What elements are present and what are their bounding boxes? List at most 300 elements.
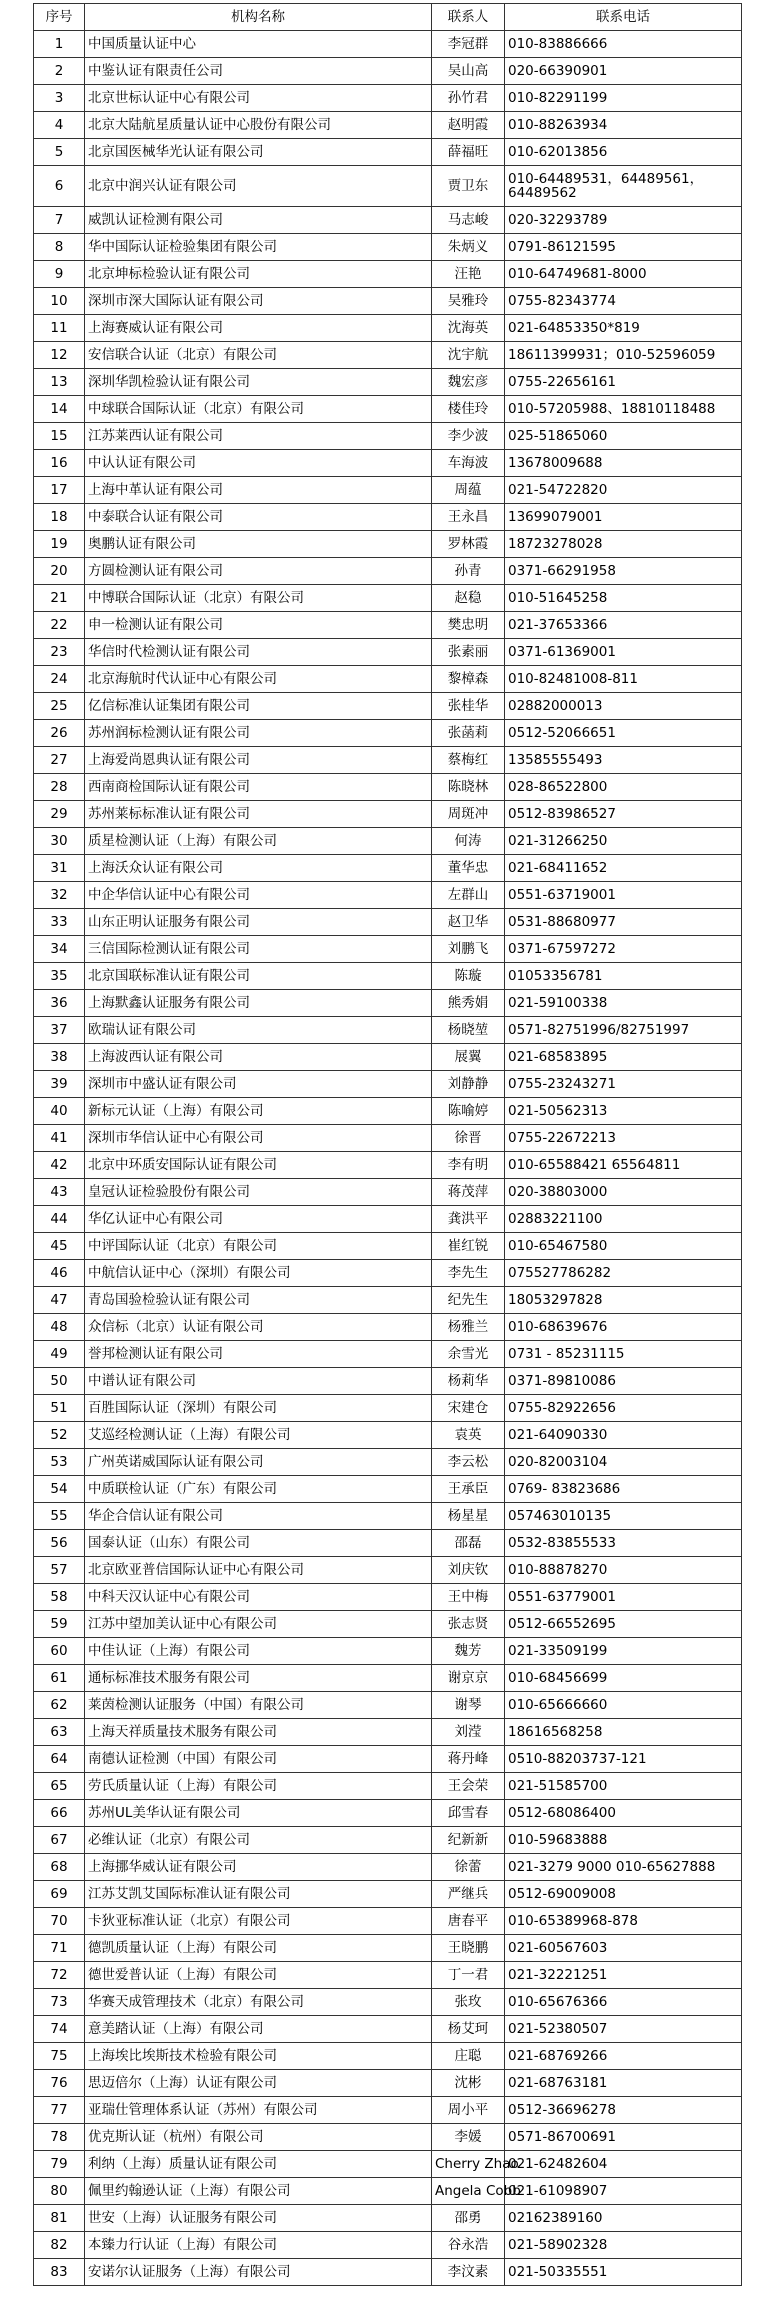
row-number: 9 bbox=[34, 261, 85, 288]
table-row bbox=[34, 1638, 742, 1665]
table-row bbox=[34, 288, 742, 315]
contact-phone: 0769- 83823686 bbox=[505, 1476, 742, 1503]
organization-name: 北京国联标准认证有限公司 bbox=[85, 963, 432, 990]
contact-phone: 010-65666660 bbox=[505, 1692, 742, 1719]
table-row bbox=[34, 1962, 742, 1989]
row-number: 8 bbox=[34, 234, 85, 261]
table-row bbox=[34, 2205, 742, 2232]
contact-phone: 021-68583895 bbox=[505, 1044, 742, 1071]
table-row bbox=[34, 909, 742, 936]
table-row bbox=[34, 1017, 742, 1044]
contact-person: 杨雅兰 bbox=[432, 1314, 505, 1341]
row-number: 23 bbox=[34, 639, 85, 666]
contact-phone: 0755-82343774 bbox=[505, 288, 742, 315]
table-row bbox=[34, 720, 742, 747]
organization-name: 众信标（北京）认证有限公司 bbox=[85, 1314, 432, 1341]
contact-phone: 021-62482604 bbox=[505, 2151, 742, 2178]
contact-person: 王承臣 bbox=[432, 1476, 505, 1503]
table-row bbox=[34, 1233, 742, 1260]
contact-phone: 0512-52066651 bbox=[505, 720, 742, 747]
row-number: 26 bbox=[34, 720, 85, 747]
table-row bbox=[34, 1152, 742, 1179]
contact-phone: 021-37653366 bbox=[505, 612, 742, 639]
table-row bbox=[34, 963, 742, 990]
organization-name: 中认认证有限公司 bbox=[85, 450, 432, 477]
row-number: 72 bbox=[34, 1962, 85, 1989]
organization-name: 北京中润兴认证有限公司 bbox=[85, 166, 432, 207]
organization-name: 中国质量认证中心 bbox=[85, 31, 432, 58]
contact-person: 王永昌 bbox=[432, 504, 505, 531]
organization-name: 申一检测认证有限公司 bbox=[85, 612, 432, 639]
contact-phone: 0512-83986527 bbox=[505, 801, 742, 828]
contact-person: 薛福旺 bbox=[432, 139, 505, 166]
contact-person: 徐蕾 bbox=[432, 1854, 505, 1881]
organization-name: 西南商检国际认证有限公司 bbox=[85, 774, 432, 801]
contact-phone: 057463010135 bbox=[505, 1503, 742, 1530]
organization-name: 北京海航时代认证中心有限公司 bbox=[85, 666, 432, 693]
organization-name: 新标元认证（上海）有限公司 bbox=[85, 1098, 432, 1125]
row-number: 27 bbox=[34, 747, 85, 774]
contact-phone: 0371-61369001 bbox=[505, 639, 742, 666]
contact-phone: 021-64090330 bbox=[505, 1422, 742, 1449]
row-number: 40 bbox=[34, 1098, 85, 1125]
row-number: 39 bbox=[34, 1071, 85, 1098]
table-row bbox=[34, 2043, 742, 2070]
contact-phone: 0531-88680977 bbox=[505, 909, 742, 936]
row-number: 22 bbox=[34, 612, 85, 639]
table-row bbox=[34, 1260, 742, 1287]
row-number: 10 bbox=[34, 288, 85, 315]
contact-phone: 0551-63779001 bbox=[505, 1584, 742, 1611]
contact-person: 董华忠 bbox=[432, 855, 505, 882]
table-row bbox=[34, 2124, 742, 2151]
contact-phone: 020-66390901 bbox=[505, 58, 742, 85]
contact-phone: 010-82481008-811 bbox=[505, 666, 742, 693]
contact-phone: 021-59100338 bbox=[505, 990, 742, 1017]
table-row bbox=[34, 801, 742, 828]
table-row bbox=[34, 693, 742, 720]
organization-name: 深圳华凯检验认证有限公司 bbox=[85, 369, 432, 396]
contact-phone: 18053297828 bbox=[505, 1287, 742, 1314]
contact-phone: 0371-67597272 bbox=[505, 936, 742, 963]
contact-person: 庄聪 bbox=[432, 2043, 505, 2070]
row-number: 44 bbox=[34, 1206, 85, 1233]
contact-person: 周小平 bbox=[432, 2097, 505, 2124]
table-row bbox=[34, 639, 742, 666]
row-number: 56 bbox=[34, 1530, 85, 1557]
row-number: 7 bbox=[34, 207, 85, 234]
row-number: 81 bbox=[34, 2205, 85, 2232]
organization-name: 莱茵检测认证服务（中国）有限公司 bbox=[85, 1692, 432, 1719]
contact-person: 余雪光 bbox=[432, 1341, 505, 1368]
contact-phone: 18616568258 bbox=[505, 1719, 742, 1746]
table-row bbox=[34, 112, 742, 139]
contact-phone: 0755-22672213 bbox=[505, 1125, 742, 1152]
table-row bbox=[34, 1179, 742, 1206]
row-number: 1 bbox=[34, 31, 85, 58]
row-number: 29 bbox=[34, 801, 85, 828]
contact-person: 谢京京 bbox=[432, 1665, 505, 1692]
row-number: 53 bbox=[34, 1449, 85, 1476]
row-number: 33 bbox=[34, 909, 85, 936]
row-number: 28 bbox=[34, 774, 85, 801]
contact-person: 黎樟森 bbox=[432, 666, 505, 693]
contact-phone: 021-58902328 bbox=[505, 2232, 742, 2259]
organization-name: 南德认证检测（中国）有限公司 bbox=[85, 1746, 432, 1773]
row-number: 36 bbox=[34, 990, 85, 1017]
row-number: 35 bbox=[34, 963, 85, 990]
row-number: 75 bbox=[34, 2043, 85, 2070]
contact-phone: 028-86522800 bbox=[505, 774, 742, 801]
organization-name: 思迈倍尔（上海）认证有限公司 bbox=[85, 2070, 432, 2097]
organization-name: 中企华信认证中心有限公司 bbox=[85, 882, 432, 909]
contact-person: 陈璇 bbox=[432, 963, 505, 990]
organization-name: 本臻力行认证（上海）有限公司 bbox=[85, 2232, 432, 2259]
header-organization: 机构名称 bbox=[85, 4, 432, 31]
contact-person: 丁一君 bbox=[432, 1962, 505, 1989]
row-number: 38 bbox=[34, 1044, 85, 1071]
row-number: 3 bbox=[34, 85, 85, 112]
table-row bbox=[34, 990, 742, 1017]
contact-person: 杨晓堃 bbox=[432, 1017, 505, 1044]
organization-name: 德世爱普认证（上海）有限公司 bbox=[85, 1962, 432, 1989]
organization-name: 青岛国验检验认证有限公司 bbox=[85, 1287, 432, 1314]
table-row bbox=[34, 1935, 742, 1962]
organization-name: 中航信认证中心（深圳）有限公司 bbox=[85, 1260, 432, 1287]
contact-person: 王中梅 bbox=[432, 1584, 505, 1611]
contact-phone: 021-50562313 bbox=[505, 1098, 742, 1125]
row-number: 54 bbox=[34, 1476, 85, 1503]
organization-name: 卡狄亚标准认证（北京）有限公司 bbox=[85, 1908, 432, 1935]
row-number: 45 bbox=[34, 1233, 85, 1260]
organization-name: 必维认证（北京）有限公司 bbox=[85, 1827, 432, 1854]
contact-phone: 010-64489531，64489561，64489562 bbox=[505, 166, 742, 207]
contact-phone: 0571-82751996/82751997 bbox=[505, 1017, 742, 1044]
organization-name: 威凯认证检测有限公司 bbox=[85, 207, 432, 234]
contact-phone: 0532-83855533 bbox=[505, 1530, 742, 1557]
contact-person: 蒋茂萍 bbox=[432, 1179, 505, 1206]
organization-name: 中质联检认证（广东）有限公司 bbox=[85, 1476, 432, 1503]
table-row bbox=[34, 936, 742, 963]
table-row bbox=[34, 1692, 742, 1719]
organization-name: 华亿认证中心有限公司 bbox=[85, 1206, 432, 1233]
table-row bbox=[34, 58, 742, 85]
table-row bbox=[34, 2016, 742, 2043]
table-row bbox=[34, 1071, 742, 1098]
table-row bbox=[34, 1908, 742, 1935]
contact-person: 崔红锐 bbox=[432, 1233, 505, 1260]
header-contact-person: 联系人 bbox=[432, 4, 505, 31]
contact-phone: 02162389160 bbox=[505, 2205, 742, 2232]
contact-person: 周斑冲 bbox=[432, 801, 505, 828]
row-number: 63 bbox=[34, 1719, 85, 1746]
contact-person: 宋建仓 bbox=[432, 1395, 505, 1422]
contact-person: 魏宏彦 bbox=[432, 369, 505, 396]
table-row bbox=[34, 882, 742, 909]
contact-person: 唐春平 bbox=[432, 1908, 505, 1935]
table-row bbox=[34, 2178, 742, 2205]
contact-person: 汪艳 bbox=[432, 261, 505, 288]
row-number: 2 bbox=[34, 58, 85, 85]
contact-phone: 021-32221251 bbox=[505, 1962, 742, 1989]
organization-name: 中评国际认证（北京）有限公司 bbox=[85, 1233, 432, 1260]
row-number: 76 bbox=[34, 2070, 85, 2097]
organization-name: 中鉴认证有限责任公司 bbox=[85, 58, 432, 85]
table-row bbox=[34, 1287, 742, 1314]
contact-person: 孙青 bbox=[432, 558, 505, 585]
contact-phone: 021-31266250 bbox=[505, 828, 742, 855]
table-row bbox=[34, 1044, 742, 1071]
contact-phone: 020-38803000 bbox=[505, 1179, 742, 1206]
contact-person: 刘静静 bbox=[432, 1071, 505, 1098]
organization-name: 北京世标认证中心有限公司 bbox=[85, 85, 432, 112]
organization-name: 艾巡经检测认证（上海）有限公司 bbox=[85, 1422, 432, 1449]
contact-phone: 02882000013 bbox=[505, 693, 742, 720]
contact-phone: 010-68456699 bbox=[505, 1665, 742, 1692]
contact-phone: 020-32293789 bbox=[505, 207, 742, 234]
organization-name: 上海天祥质量技术服务有限公司 bbox=[85, 1719, 432, 1746]
contact-phone: 010-68639676 bbox=[505, 1314, 742, 1341]
contact-phone: 18611399931；010-52596059 bbox=[505, 342, 742, 369]
organization-name: 皇冠认证检验股份有限公司 bbox=[85, 1179, 432, 1206]
contact-person: 谷永浩 bbox=[432, 2232, 505, 2259]
organization-name: 中谱认证有限公司 bbox=[85, 1368, 432, 1395]
contact-person: 纪先生 bbox=[432, 1287, 505, 1314]
contact-person: 朱炳义 bbox=[432, 234, 505, 261]
organization-name: 德凯质量认证（上海）有限公司 bbox=[85, 1935, 432, 1962]
contact-person: 王会荣 bbox=[432, 1773, 505, 1800]
row-number: 79 bbox=[34, 2151, 85, 2178]
contact-phone: 021-61098907 bbox=[505, 2178, 742, 2205]
table-row bbox=[34, 531, 742, 558]
contact-phone: 0755-82922656 bbox=[505, 1395, 742, 1422]
contact-person: Cherry Zhao bbox=[432, 2151, 505, 2178]
organization-name: 山东正明认证服务有限公司 bbox=[85, 909, 432, 936]
row-number: 15 bbox=[34, 423, 85, 450]
contact-person: 刘庆钦 bbox=[432, 1557, 505, 1584]
organization-name: 通标标准技术服务有限公司 bbox=[85, 1665, 432, 1692]
table-row bbox=[34, 85, 742, 112]
contact-person: 杨艾珂 bbox=[432, 2016, 505, 2043]
contact-phone: 13678009688 bbox=[505, 450, 742, 477]
organization-name: 苏州润标检测认证有限公司 bbox=[85, 720, 432, 747]
organization-name: 中泰联合认证有限公司 bbox=[85, 504, 432, 531]
contact-person: 张菡莉 bbox=[432, 720, 505, 747]
contact-phone: 021-33509199 bbox=[505, 1638, 742, 1665]
contact-phone: 010-65588421 65564811 bbox=[505, 1152, 742, 1179]
contact-person: 何涛 bbox=[432, 828, 505, 855]
organization-name: 广州英诺威国际认证有限公司 bbox=[85, 1449, 432, 1476]
contact-phone: 02883221100 bbox=[505, 1206, 742, 1233]
row-number: 34 bbox=[34, 936, 85, 963]
organization-name: 上海挪华威认证有限公司 bbox=[85, 1854, 432, 1881]
contact-person: 陈喻婷 bbox=[432, 1098, 505, 1125]
table-row bbox=[34, 234, 742, 261]
table-row bbox=[34, 1611, 742, 1638]
contact-person: 杨星星 bbox=[432, 1503, 505, 1530]
table-row bbox=[34, 315, 742, 342]
table-row bbox=[34, 747, 742, 774]
table-row bbox=[34, 1206, 742, 1233]
contact-phone: 021-68763181 bbox=[505, 2070, 742, 2097]
organization-name: 深圳市中盛认证有限公司 bbox=[85, 1071, 432, 1098]
table-row bbox=[34, 1719, 742, 1746]
contact-person: 李汶素 bbox=[432, 2259, 505, 2286]
row-number: 52 bbox=[34, 1422, 85, 1449]
table-row bbox=[34, 1422, 742, 1449]
table-row bbox=[34, 1989, 742, 2016]
row-number: 5 bbox=[34, 139, 85, 166]
row-number: 11 bbox=[34, 315, 85, 342]
organization-name: 江苏中望加美认证中心有限公司 bbox=[85, 1611, 432, 1638]
contact-phone: 075527786282 bbox=[505, 1260, 742, 1287]
table-body bbox=[34, 31, 742, 2286]
row-number: 6 bbox=[34, 166, 85, 207]
organization-name: 安信联合认证（北京）有限公司 bbox=[85, 342, 432, 369]
row-number: 64 bbox=[34, 1746, 85, 1773]
organization-name: 方圆检测认证有限公司 bbox=[85, 558, 432, 585]
organization-name: 深圳市深大国际认证有限公司 bbox=[85, 288, 432, 315]
organization-name: 深圳市华信认证中心有限公司 bbox=[85, 1125, 432, 1152]
row-number: 71 bbox=[34, 1935, 85, 1962]
row-number: 24 bbox=[34, 666, 85, 693]
organization-name: 华企合信认证有限公司 bbox=[85, 1503, 432, 1530]
row-number: 12 bbox=[34, 342, 85, 369]
contact-person: 樊忠明 bbox=[432, 612, 505, 639]
certification-bodies-table bbox=[33, 3, 742, 2286]
row-number: 30 bbox=[34, 828, 85, 855]
row-number: 70 bbox=[34, 1908, 85, 1935]
row-number: 17 bbox=[34, 477, 85, 504]
table-row bbox=[34, 1557, 742, 1584]
organization-name: 上海爱尚恩典认证有限公司 bbox=[85, 747, 432, 774]
row-number: 48 bbox=[34, 1314, 85, 1341]
contact-phone: 021-52380507 bbox=[505, 2016, 742, 2043]
row-number: 57 bbox=[34, 1557, 85, 1584]
row-number: 51 bbox=[34, 1395, 85, 1422]
table-row bbox=[34, 1098, 742, 1125]
organization-name: 上海中革认证有限公司 bbox=[85, 477, 432, 504]
organization-name: 百胜国际认证（深圳）有限公司 bbox=[85, 1395, 432, 1422]
row-number: 43 bbox=[34, 1179, 85, 1206]
contact-person: 李有明 bbox=[432, 1152, 505, 1179]
contact-person: 张玫 bbox=[432, 1989, 505, 2016]
contact-person: 李媛 bbox=[432, 2124, 505, 2151]
table-row bbox=[34, 585, 742, 612]
row-number: 74 bbox=[34, 2016, 85, 2043]
row-number: 49 bbox=[34, 1341, 85, 1368]
contact-phone: 021-3279 9000 010-65627888 bbox=[505, 1854, 742, 1881]
contact-phone: 010-62013856 bbox=[505, 139, 742, 166]
organization-name: 上海沃众认证有限公司 bbox=[85, 855, 432, 882]
contact-person: 邵磊 bbox=[432, 1530, 505, 1557]
contact-phone: 0755-23243271 bbox=[505, 1071, 742, 1098]
row-number: 50 bbox=[34, 1368, 85, 1395]
contact-person: 贾卫东 bbox=[432, 166, 505, 207]
organization-name: 中科天汉认证中心有限公司 bbox=[85, 1584, 432, 1611]
table-row bbox=[34, 1314, 742, 1341]
contact-phone: 010-82291199 bbox=[505, 85, 742, 112]
contact-person: 左群山 bbox=[432, 882, 505, 909]
organization-name: 欧瑞认证有限公司 bbox=[85, 1017, 432, 1044]
contact-person: 沈海英 bbox=[432, 315, 505, 342]
row-number: 47 bbox=[34, 1287, 85, 1314]
contact-phone: 010-88263934 bbox=[505, 112, 742, 139]
contact-phone: 021-50335551 bbox=[505, 2259, 742, 2286]
organization-name: 中佳认证（上海）有限公司 bbox=[85, 1638, 432, 1665]
row-number: 4 bbox=[34, 112, 85, 139]
table-row bbox=[34, 1584, 742, 1611]
contact-person: 纪新新 bbox=[432, 1827, 505, 1854]
row-number: 61 bbox=[34, 1665, 85, 1692]
organization-name: 北京欧亚普信国际认证中心有限公司 bbox=[85, 1557, 432, 1584]
row-number: 62 bbox=[34, 1692, 85, 1719]
contact-phone: 0371-89810086 bbox=[505, 1368, 742, 1395]
table-row bbox=[34, 1395, 742, 1422]
contact-phone: 0571-86700691 bbox=[505, 2124, 742, 2151]
row-number: 78 bbox=[34, 2124, 85, 2151]
contact-person: 楼佳玲 bbox=[432, 396, 505, 423]
contact-phone: 0551-63719001 bbox=[505, 882, 742, 909]
organization-name: 利纳（上海）质量认证有限公司 bbox=[85, 2151, 432, 2178]
contact-person: 吴雅玲 bbox=[432, 288, 505, 315]
contact-phone: 0371-66291958 bbox=[505, 558, 742, 585]
contact-person: 熊秀娟 bbox=[432, 990, 505, 1017]
table-row bbox=[34, 828, 742, 855]
table-row bbox=[34, 423, 742, 450]
contact-phone: 010-65467580 bbox=[505, 1233, 742, 1260]
organization-name: 世安（上海）认证服务有限公司 bbox=[85, 2205, 432, 2232]
organization-name: 安诺尔认证服务（上海）有限公司 bbox=[85, 2259, 432, 2286]
table-row bbox=[34, 1368, 742, 1395]
table-row bbox=[34, 1854, 742, 1881]
header-number: 序号 bbox=[34, 4, 85, 31]
table-row bbox=[34, 261, 742, 288]
contact-person: 李少波 bbox=[432, 423, 505, 450]
organization-name: 誉邦检测认证有限公司 bbox=[85, 1341, 432, 1368]
contact-phone: 0510-88203737-121 bbox=[505, 1746, 742, 1773]
row-number: 21 bbox=[34, 585, 85, 612]
table-row bbox=[34, 1449, 742, 1476]
table-row bbox=[34, 2097, 742, 2124]
table-row bbox=[34, 558, 742, 585]
row-number: 73 bbox=[34, 1989, 85, 2016]
table-row bbox=[34, 166, 742, 207]
organization-name: 华信时代检测认证有限公司 bbox=[85, 639, 432, 666]
table-row bbox=[34, 1827, 742, 1854]
contact-phone: 13585555493 bbox=[505, 747, 742, 774]
table-row bbox=[34, 1503, 742, 1530]
contact-person: 车海波 bbox=[432, 450, 505, 477]
contact-person: 袁英 bbox=[432, 1422, 505, 1449]
table-row bbox=[34, 612, 742, 639]
table-row bbox=[34, 2151, 742, 2178]
organization-name: 优克斯认证（杭州）有限公司 bbox=[85, 2124, 432, 2151]
contact-person: 张志贤 bbox=[432, 1611, 505, 1638]
table-row bbox=[34, 342, 742, 369]
row-number: 68 bbox=[34, 1854, 85, 1881]
table-row bbox=[34, 477, 742, 504]
table-row bbox=[34, 1800, 742, 1827]
contact-person: 谢琴 bbox=[432, 1692, 505, 1719]
contact-person: 严继兵 bbox=[432, 1881, 505, 1908]
contact-phone: 021-54722820 bbox=[505, 477, 742, 504]
contact-person: 邵勇 bbox=[432, 2205, 505, 2232]
header-phone: 联系电话 bbox=[505, 4, 742, 31]
contact-person: 赵明霞 bbox=[432, 112, 505, 139]
contact-person: 蒋丹峰 bbox=[432, 1746, 505, 1773]
contact-phone: 025-51865060 bbox=[505, 423, 742, 450]
